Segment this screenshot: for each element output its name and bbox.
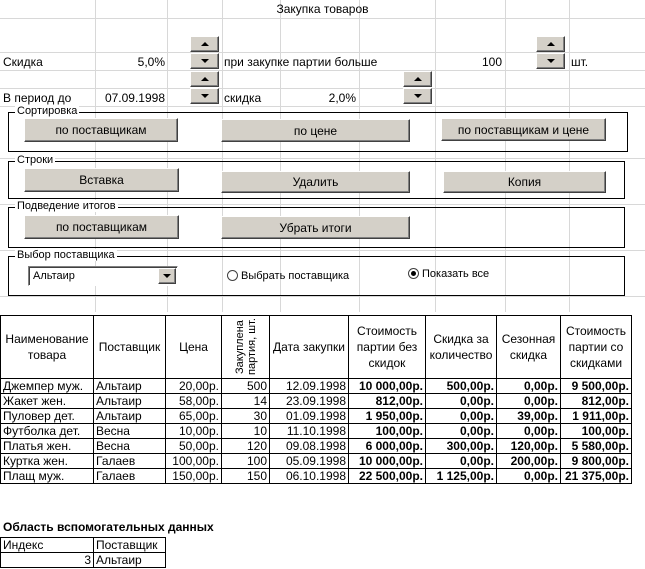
col-header-price: Цена <box>166 316 222 379</box>
table-cell[interactable]: 812,00р. <box>349 394 426 409</box>
table-cell[interactable]: Пуловер дет. <box>1 409 94 424</box>
aux-title: Область вспомогательных данных <box>3 520 214 534</box>
table-cell[interactable]: 9 500,00р. <box>561 379 632 394</box>
table-cell[interactable]: 500 <box>222 379 270 394</box>
seasonal-label: скидка <box>224 91 262 105</box>
col-header-batch-text: Закуплена партия, шт. <box>233 318 258 376</box>
table-cell[interactable]: 05.09.1998 <box>270 454 349 469</box>
supplier-dropdown-value: Альтаир <box>33 270 75 282</box>
table-cell[interactable]: 39,00р. <box>497 409 561 424</box>
table-row <box>1 379 632 394</box>
aux-table <box>0 537 166 568</box>
aux-col-index: Индекс <box>1 538 94 553</box>
table-row <box>1 439 632 454</box>
col-header-final-cost: Стоимость партии со скидками <box>561 316 632 379</box>
table-cell[interactable]: 09.08.1998 <box>270 439 349 454</box>
table-cell[interactable]: 0,00р. <box>497 469 561 484</box>
table-cell[interactable]: 58,00р. <box>166 394 222 409</box>
table-cell[interactable]: Галаев <box>94 454 166 469</box>
col-header-cost: Стоимость партии без скидок <box>349 316 426 379</box>
table-row <box>1 454 632 469</box>
table-cell[interactable]: 1 950,00р. <box>349 409 426 424</box>
radio-show-all[interactable] <box>408 268 419 279</box>
sort-by-supplier-button[interactable]: по поставщикам <box>24 118 178 142</box>
period-label: В период до <box>3 91 72 105</box>
table-cell[interactable]: 50,00р. <box>166 439 222 454</box>
aux-col-supplier: Поставщик <box>94 538 166 553</box>
table-cell[interactable]: 1 911,00р. <box>561 409 632 424</box>
table-cell[interactable]: 0,00р. <box>426 394 497 409</box>
grid-line <box>0 88 645 89</box>
table-cell[interactable]: 10 000,00р. <box>349 379 426 394</box>
delete-row-button[interactable]: Удалить <box>221 171 410 193</box>
col-header-qty-discount: Скидка за количество <box>426 316 497 379</box>
table-cell[interactable]: 100,00р. <box>349 424 426 439</box>
batch-down-button[interactable] <box>536 53 565 69</box>
aux-data-row <box>1 553 166 568</box>
radio-dot-icon <box>411 271 416 276</box>
copy-row-button[interactable]: Копия <box>443 171 606 193</box>
table-cell[interactable]: 0,00р. <box>497 424 561 439</box>
table-cell[interactable]: 150 <box>222 469 270 484</box>
arrow-up-icon <box>201 42 209 46</box>
table-cell[interactable]: Жакет жен. <box>1 394 94 409</box>
col-header-supplier: Поставщик <box>94 316 166 379</box>
table-cell[interactable]: 11.10.1998 <box>270 424 349 439</box>
table-cell[interactable]: 10,00р. <box>166 424 222 439</box>
totals-legend: Подведение итогов <box>17 200 116 212</box>
table-cell[interactable]: 0,00р. <box>426 424 497 439</box>
purchases-table <box>0 315 632 484</box>
arrow-down-icon <box>547 59 555 63</box>
table-cell[interactable]: 0,00р. <box>497 379 561 394</box>
grid-line <box>0 18 645 19</box>
discount-value: 5,0% <box>137 55 165 69</box>
table-cell[interactable]: 6 000,00р. <box>349 439 426 454</box>
period-down-button[interactable] <box>190 88 219 104</box>
table-cell[interactable]: 500,00р. <box>426 379 497 394</box>
rows-legend: Строки <box>17 154 54 166</box>
grid-line <box>0 70 645 71</box>
arrow-down-icon <box>201 59 209 63</box>
radio-select-supplier[interactable] <box>227 270 238 281</box>
radio-select-supplier-label: Выбрать поставщика <box>241 270 350 282</box>
col-header-batch <box>222 316 270 379</box>
table-cell[interactable]: Плащ муж. <box>1 469 94 484</box>
radio-show-all-label: Показать все <box>422 268 490 280</box>
grid-line <box>0 106 645 107</box>
insert-row-button[interactable]: Вставка <box>24 168 179 192</box>
aux-index-value: 3 <box>1 553 94 568</box>
table-cell[interactable]: 12.09.1998 <box>270 379 349 394</box>
period-value: 07.09.1998 <box>104 91 165 105</box>
table-cell[interactable]: 10 <box>222 424 270 439</box>
table-cell[interactable]: Футболка дет. <box>1 424 94 439</box>
table-cell[interactable]: 9 800,00р. <box>561 454 632 469</box>
arrow-down-icon <box>201 94 209 98</box>
table-cell[interactable]: 0,00р. <box>426 454 497 469</box>
page-title: Закупка товаров <box>276 2 369 16</box>
batch-label: при закупке партии больше <box>224 55 378 69</box>
table-row <box>1 424 632 439</box>
table-row <box>1 394 632 409</box>
table-cell[interactable]: Галаев <box>94 469 166 484</box>
table-cell[interactable]: Весна <box>94 424 166 439</box>
seasonal-value: 2,0% <box>328 91 356 105</box>
table-cell[interactable]: 812,00р. <box>561 394 632 409</box>
table-cell[interactable]: Альтаир <box>94 379 166 394</box>
table-cell[interactable]: 200,00р. <box>497 454 561 469</box>
supplier-dropdown[interactable] <box>28 266 178 286</box>
col-header-seasonal: Сезонная скидка <box>497 316 561 379</box>
table-cell[interactable]: Альтаир <box>94 409 166 424</box>
table-cell[interactable]: 10 000,00р. <box>349 454 426 469</box>
table-cell[interactable]: 100,00р. <box>561 424 632 439</box>
grid-line <box>0 158 645 159</box>
sort-by-price-button[interactable]: по цене <box>221 119 410 142</box>
table-cell[interactable]: 0,00р. <box>497 394 561 409</box>
period-up-button[interactable] <box>190 71 219 87</box>
batch-up-button[interactable] <box>536 36 565 52</box>
seasonal-up-button[interactable] <box>403 71 432 87</box>
table-cell[interactable]: Куртка жен. <box>1 454 94 469</box>
table-cell[interactable]: 100,00р. <box>166 454 222 469</box>
table-cell[interactable]: 06.10.1998 <box>270 469 349 484</box>
seasonal-down-button[interactable] <box>403 88 432 104</box>
table-row <box>1 409 632 424</box>
col-header-date: Дата закупки <box>270 316 349 379</box>
table-cell[interactable]: Весна <box>94 439 166 454</box>
discount-up-button[interactable] <box>190 36 219 52</box>
chevron-down-icon <box>163 274 171 278</box>
table-cell[interactable]: 120,00р. <box>497 439 561 454</box>
arrow-up-icon <box>547 42 555 46</box>
arrow-down-icon <box>414 94 422 98</box>
table-cell[interactable]: 100 <box>222 454 270 469</box>
table-cell[interactable]: 23.09.1998 <box>270 394 349 409</box>
totals-by-supplier-button[interactable]: по поставщикам <box>24 215 179 239</box>
table-cell[interactable]: 30 <box>222 409 270 424</box>
discount-label: Скидка <box>3 55 43 69</box>
table-cell[interactable]: 150,00р. <box>166 469 222 484</box>
table-cell[interactable]: 65,00р. <box>166 409 222 424</box>
table-cell[interactable]: 14 <box>222 394 270 409</box>
sorting-legend: Сортировка <box>17 105 78 117</box>
batch-unit: шт. <box>571 55 589 69</box>
table-cell[interactable]: 300,00р. <box>426 439 497 454</box>
remove-totals-button[interactable]: Убрать итоги <box>221 216 410 239</box>
table-cell[interactable]: 21 375,00р. <box>561 469 632 484</box>
table-cell[interactable]: Платья жен. <box>1 439 94 454</box>
table-cell[interactable]: Альтаир <box>94 394 166 409</box>
discount-down-button[interactable] <box>190 53 219 69</box>
aux-supplier-value: Альтаир <box>94 553 166 568</box>
arrow-up-icon <box>414 77 422 81</box>
table-header-row <box>1 316 632 379</box>
table-cell[interactable]: 0,00р. <box>426 409 497 424</box>
table-cell[interactable]: 120 <box>222 439 270 454</box>
grid-line <box>0 296 645 297</box>
table-cell[interactable]: 22 500,00р. <box>349 469 426 484</box>
supplier-select-legend: Выбор поставщика <box>17 249 115 261</box>
table-cell[interactable]: 01.09.1998 <box>270 409 349 424</box>
dropdown-arrow-button[interactable] <box>158 268 176 284</box>
table-cell[interactable]: Джемпер муж. <box>1 379 94 394</box>
aux-header-row <box>1 538 166 553</box>
table-cell[interactable]: 1 125,00р. <box>426 469 497 484</box>
sort-by-supplier-and-price-button[interactable]: по поставщикам и цене <box>441 118 606 141</box>
table-cell[interactable]: 5 580,00р. <box>561 439 632 454</box>
table-row <box>1 469 632 484</box>
arrow-up-icon <box>201 77 209 81</box>
batch-value: 100 <box>481 55 502 69</box>
col-header-name: Наименование товара <box>1 316 94 379</box>
table-cell[interactable]: 20,00р. <box>166 379 222 394</box>
